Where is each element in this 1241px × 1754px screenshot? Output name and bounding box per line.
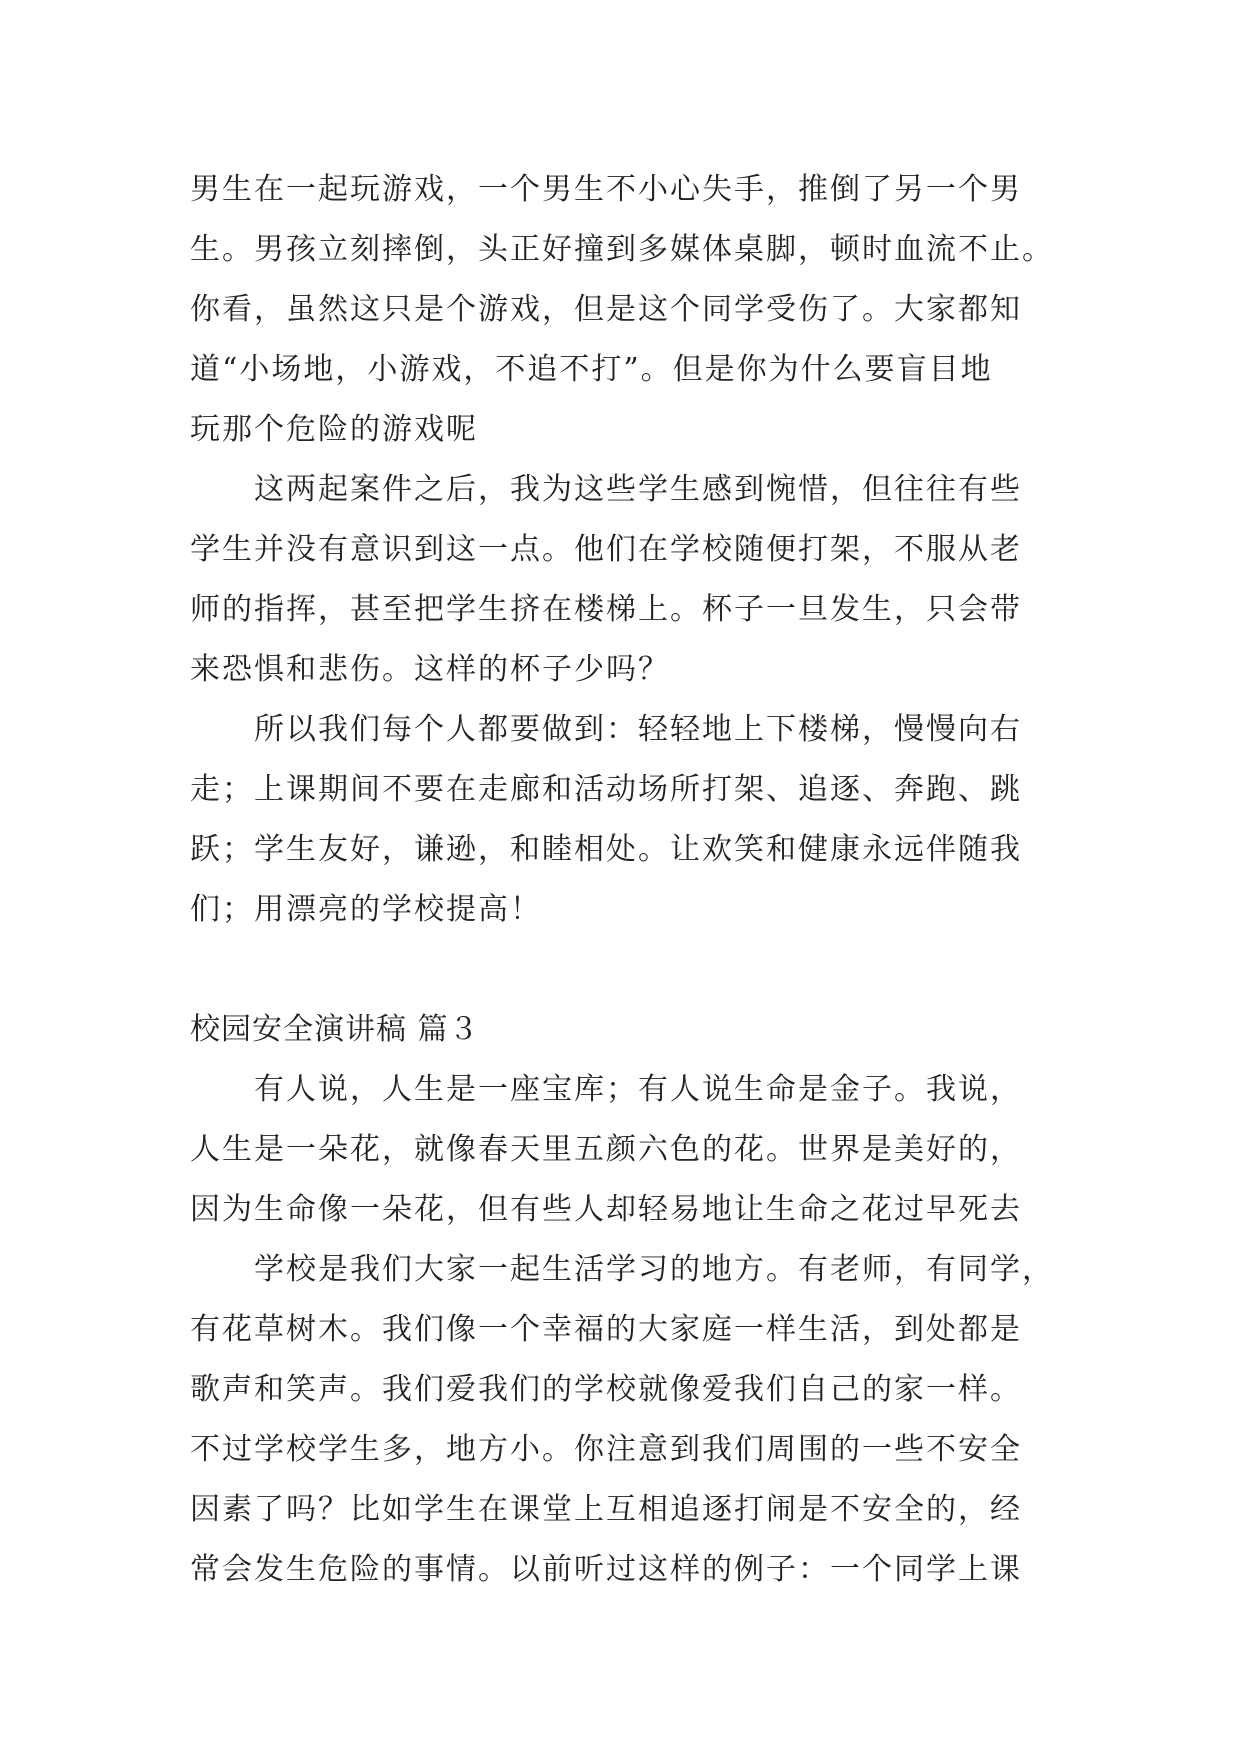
text-line: 不过学校学生多，地方小。你注意到我们周围的一些不安全 [190,1432,1022,1467]
text-line: 常会发生危险的事情。以前听过这样的例子：一个同学上课 [190,1552,1022,1587]
paragraph [190,160,1070,460]
document-body [190,160,1070,1600]
paragraph [190,700,1070,940]
text-line: 来恐惧和悲伤。这样的杯子少吗？ [190,652,670,687]
text-line: 生。男孩立刻摔倒，头正好撞到多媒体桌脚，顿时血流不止。 [190,232,1054,267]
text-line: 有人说，人生是一座宝库；有人说生命是金子。我说， [254,1072,1022,1107]
text-line: 你看，虽然这只是个游戏，但是这个同学受伤了。大家都知 [190,292,1022,327]
text-line: 师的指挥，甚至把学生挤在楼梯上。杯子一旦发生，只会带 [190,592,1022,627]
text-line: 学生并没有意识到这一点。他们在学校随便打架，不服从老 [190,532,1022,567]
text-line: 男生在一起玩游戏，一个男生不小心失手，推倒了另一个男 [190,172,1022,207]
text-line: 玩那个危险的游戏呢 [190,412,478,447]
text-line: 人生是一朵花，就像春天里五颜六色的花。世界是美好的， [190,1132,1022,1167]
text-line: 因为生命像一朵花，但有些人却轻易地让生命之花过早死去 [190,1192,1022,1227]
paragraph [190,460,1070,700]
text-line: 跃；学生友好，谦逊，和睦相处。让欢笑和健康永远伴随我 [190,832,1022,867]
text-line: 有花草树木。我们像一个幸福的大家庭一样生活，到处都是 [190,1312,1022,1347]
text-line: 学校是我们大家一起生活学习的地方。有老师，有同学， [254,1252,1054,1287]
text-line: 道“小场地，小游戏，不追不打”。但是你为什么要盲目地 [190,352,993,387]
paragraph [190,1060,1070,1240]
section-heading: 校园安全演讲稿 篇３ [190,1012,480,1047]
text-line: 歌声和笑声。我们爱我们的学校就像爱我们自己的家一样。 [190,1372,1022,1407]
text-line: 所以我们每个人都要做到：轻轻地上下楼梯，慢慢向右 [254,712,1022,747]
text-line: 们；用漂亮的学校提高！ [190,892,542,927]
text-line: 走；上课期间不要在走廊和活动场所打架、追逐、奔跑、跳 [190,772,1022,807]
text-line: 这两起案件之后，我为这些学生感到惋惜，但往往有些 [254,472,1022,507]
text-line: 因素了吗？比如学生在课堂上互相追逐打闹是不安全的，经 [190,1492,1022,1527]
paragraph [190,1240,1070,1600]
section-spacer [190,940,1070,1000]
